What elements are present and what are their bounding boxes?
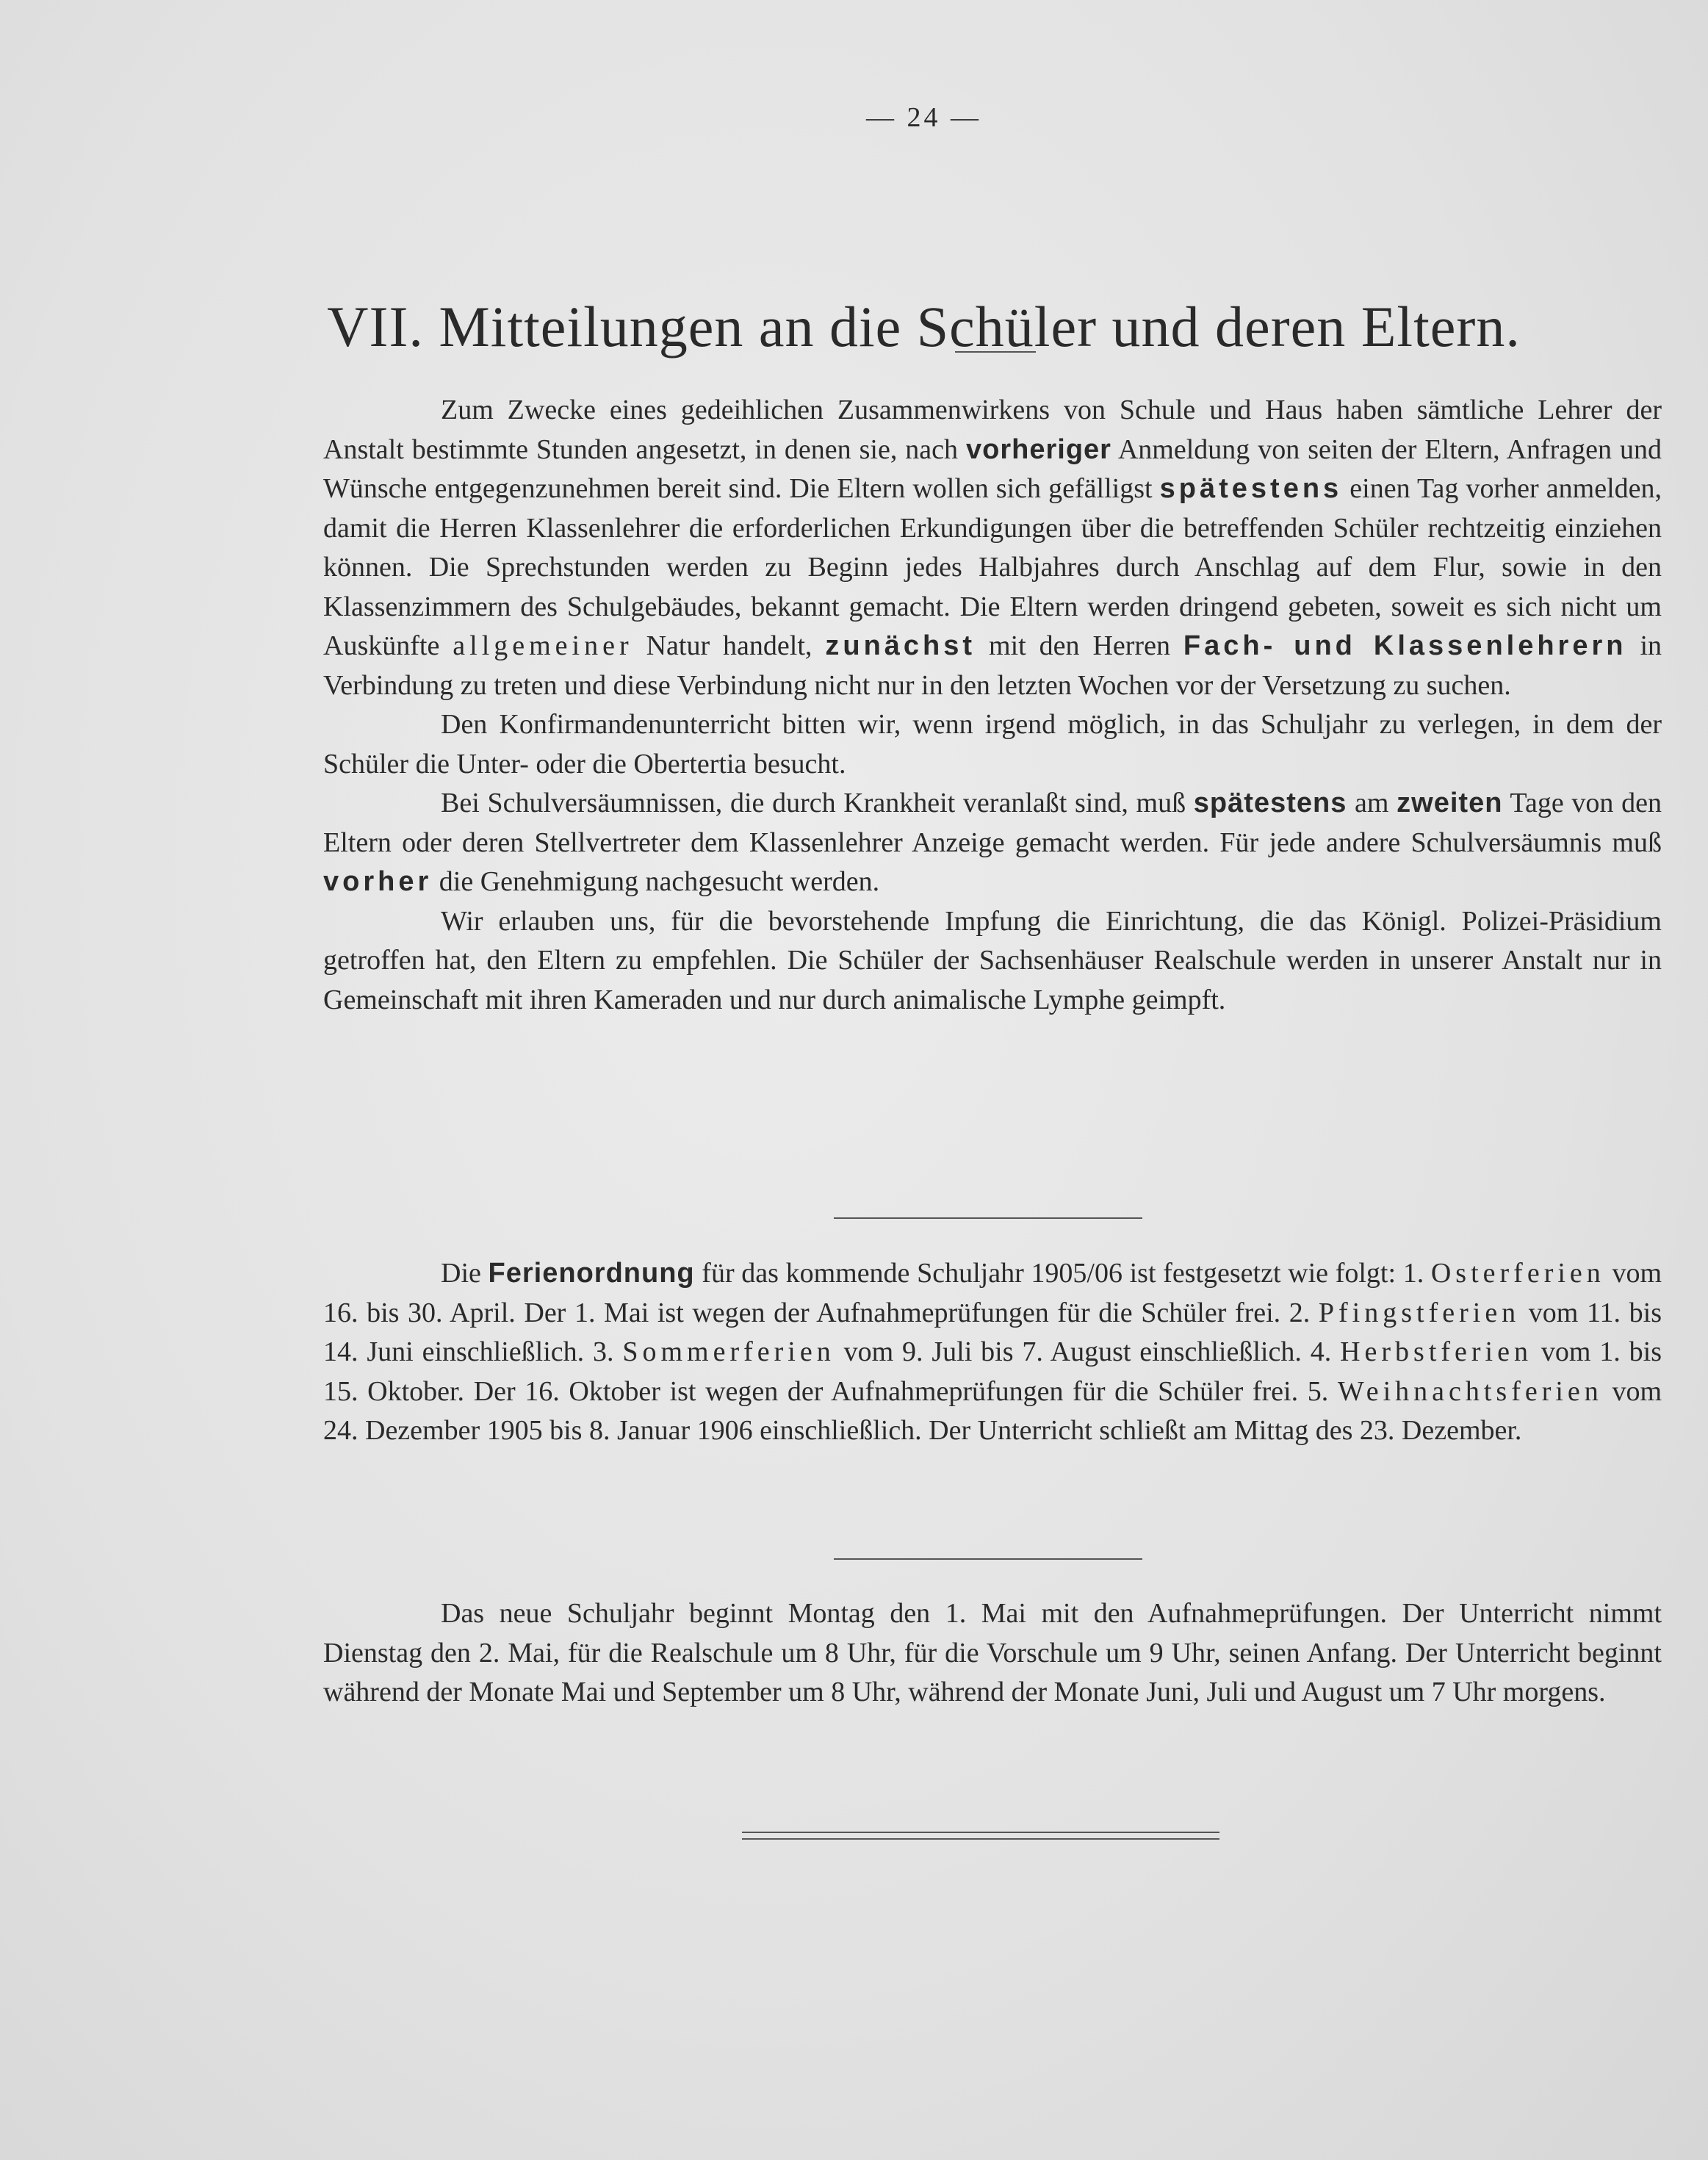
holiday-summer: Sommerferien xyxy=(622,1336,835,1367)
emphasis-vorheriger: vorheriger xyxy=(966,433,1111,465)
page-number: — 24 — xyxy=(866,102,981,133)
holiday-christmas: Weihnachtsferien xyxy=(1337,1375,1603,1407)
emphasis-zweiten: zweiten xyxy=(1397,788,1503,818)
paragraph-absences: Bei Schulversäumnissen, die durch Krankheit veranlaßt sind, muß spätestens am zweiten Tage von den Eltern oder deren Stellvertreter dem Klassenlehrer Anzeige gemacht werden. Für jede andere Schulversäumnis muß vorher die Genehmigung nachgesucht werden. xyxy=(323,788,1662,897)
section-new-school-year xyxy=(323,1594,1662,1713)
section-notices xyxy=(323,391,1662,1020)
section-divider xyxy=(834,1558,1142,1560)
emphasis-vorher: vorher xyxy=(323,866,433,897)
paragraph-vaccination: Wir erlauben uns, für die bevorstehende Impfung die Einrichtung, die das Königl. Polizei-Präsidium getroffen hat, den Eltern zu empfehlen. Die Schüler der Sachsenhäuser Realschule werden in unserer Anstalt nur in Gemeinschaft mit ihren Kameraden und nur durch animalische Lymphe geimpft. xyxy=(323,905,1662,1015)
paragraph-holiday-schedule: Die Ferienordnung für das kommende Schuljahr 1905/06 ist festgesetzt wie folgt: 1. Osterferien vom 16. bis 30. April. Der 1. Mai ist wegen der Aufnahmeprüfungen für die Schüler frei. 2. Pfingstferien vom 11. bis 14. Juni einschließlich. 3. Sommerferien vom 9. Juli bis 7. August einschließlich. 4. Herbstferien vom 1. bis 15. Oktober. Der 16. Oktober ist wegen der Aufnahmeprüfungen für die Schüler frei. 5. Weihnachtsferien vom 24. Dezember 1905 bis 8. Januar 1906 einschließlich. Der Unterricht schließt am Mittag des 23. Dezember. xyxy=(323,1258,1662,1446)
emphasis-zunaechst: zunächst xyxy=(825,630,976,661)
emphasis-fach-klassenlehrern: Fach- und Klassenlehrern xyxy=(1183,630,1627,661)
page-title: VII. Mitteilungen an die Schüler und deren Eltern. xyxy=(327,295,1521,359)
end-rule xyxy=(742,1832,1219,1833)
emphasis-ferienordnung: Ferienordnung xyxy=(488,1258,695,1289)
section-divider xyxy=(834,1217,1142,1219)
holiday-pentecost: Pfingstferien xyxy=(1318,1297,1521,1328)
end-rule xyxy=(742,1838,1219,1840)
emphasis-spaetestens: spätestens xyxy=(1159,473,1343,504)
paragraph-school-year-start: Das neue Schuljahr beginnt Montag den 1. Mai mit den Aufnahmeprüfungen. Der Unterricht nimmt Dienstag den 2. Mai, für die Realschule um 8 Uhr, für die Vorschule um 9 Uhr, seinen Anfang. Der Unterricht beginnt während der Monate Mai und September um 8 Uhr, während der Monate Juni, Juli und August um 7 Uhr morgens. xyxy=(323,1598,1662,1707)
holiday-autumn: Herbstferien xyxy=(1340,1336,1532,1367)
holiday-easter: Osterferien xyxy=(1430,1258,1605,1289)
paragraph-consultation-hours: Zum Zwecke eines gedeihlichen Zusammenwirkens von Schule und Haus haben sämtliche Lehrer der Anstalt bestimmte Stunden angesetzt, in denen sie, nach vorheriger Anmeldung von seiten der Eltern, Anfragen und Wünsche entgegenzunehmen bereit sind. Die Eltern wollen sich gefälligst spätestens einen Tag vorher anmelden, damit die Herren Klassenlehrer die erforderlichen Erkundigungen über die betreffenden Schüler rechtzeitig einziehen können. Die Sprechstunden werden zu Beginn jedes Halbjahres durch Anschlag auf dem Flur, sowie in den Klassenzimmern des Schulgebäudes, bekannt gemacht. Die Eltern werden dringend gebeten, soweit es sich nicht um Auskünfte allgemeiner Natur handelt, zunächst mit den Herren Fach- und Klassenlehrern in Verbindung zu treten und diese Verbindung nicht nur in den letzten Wochen vor der Versetzung zu suchen. xyxy=(323,395,1662,701)
section-holidays xyxy=(323,1254,1662,1451)
emphasis-allgemeiner: allgemeiner xyxy=(453,630,633,661)
emphasis-spaetestens-2: spätestens xyxy=(1193,788,1347,818)
paragraph-confirmation-class: Den Konfirmandenunterricht bitten wir, wenn irgend möglich, in das Schuljahr zu verlegen, in dem der Schüler die Unter- oder die Obertertia besucht. xyxy=(323,709,1662,780)
title-divider xyxy=(955,351,1036,353)
